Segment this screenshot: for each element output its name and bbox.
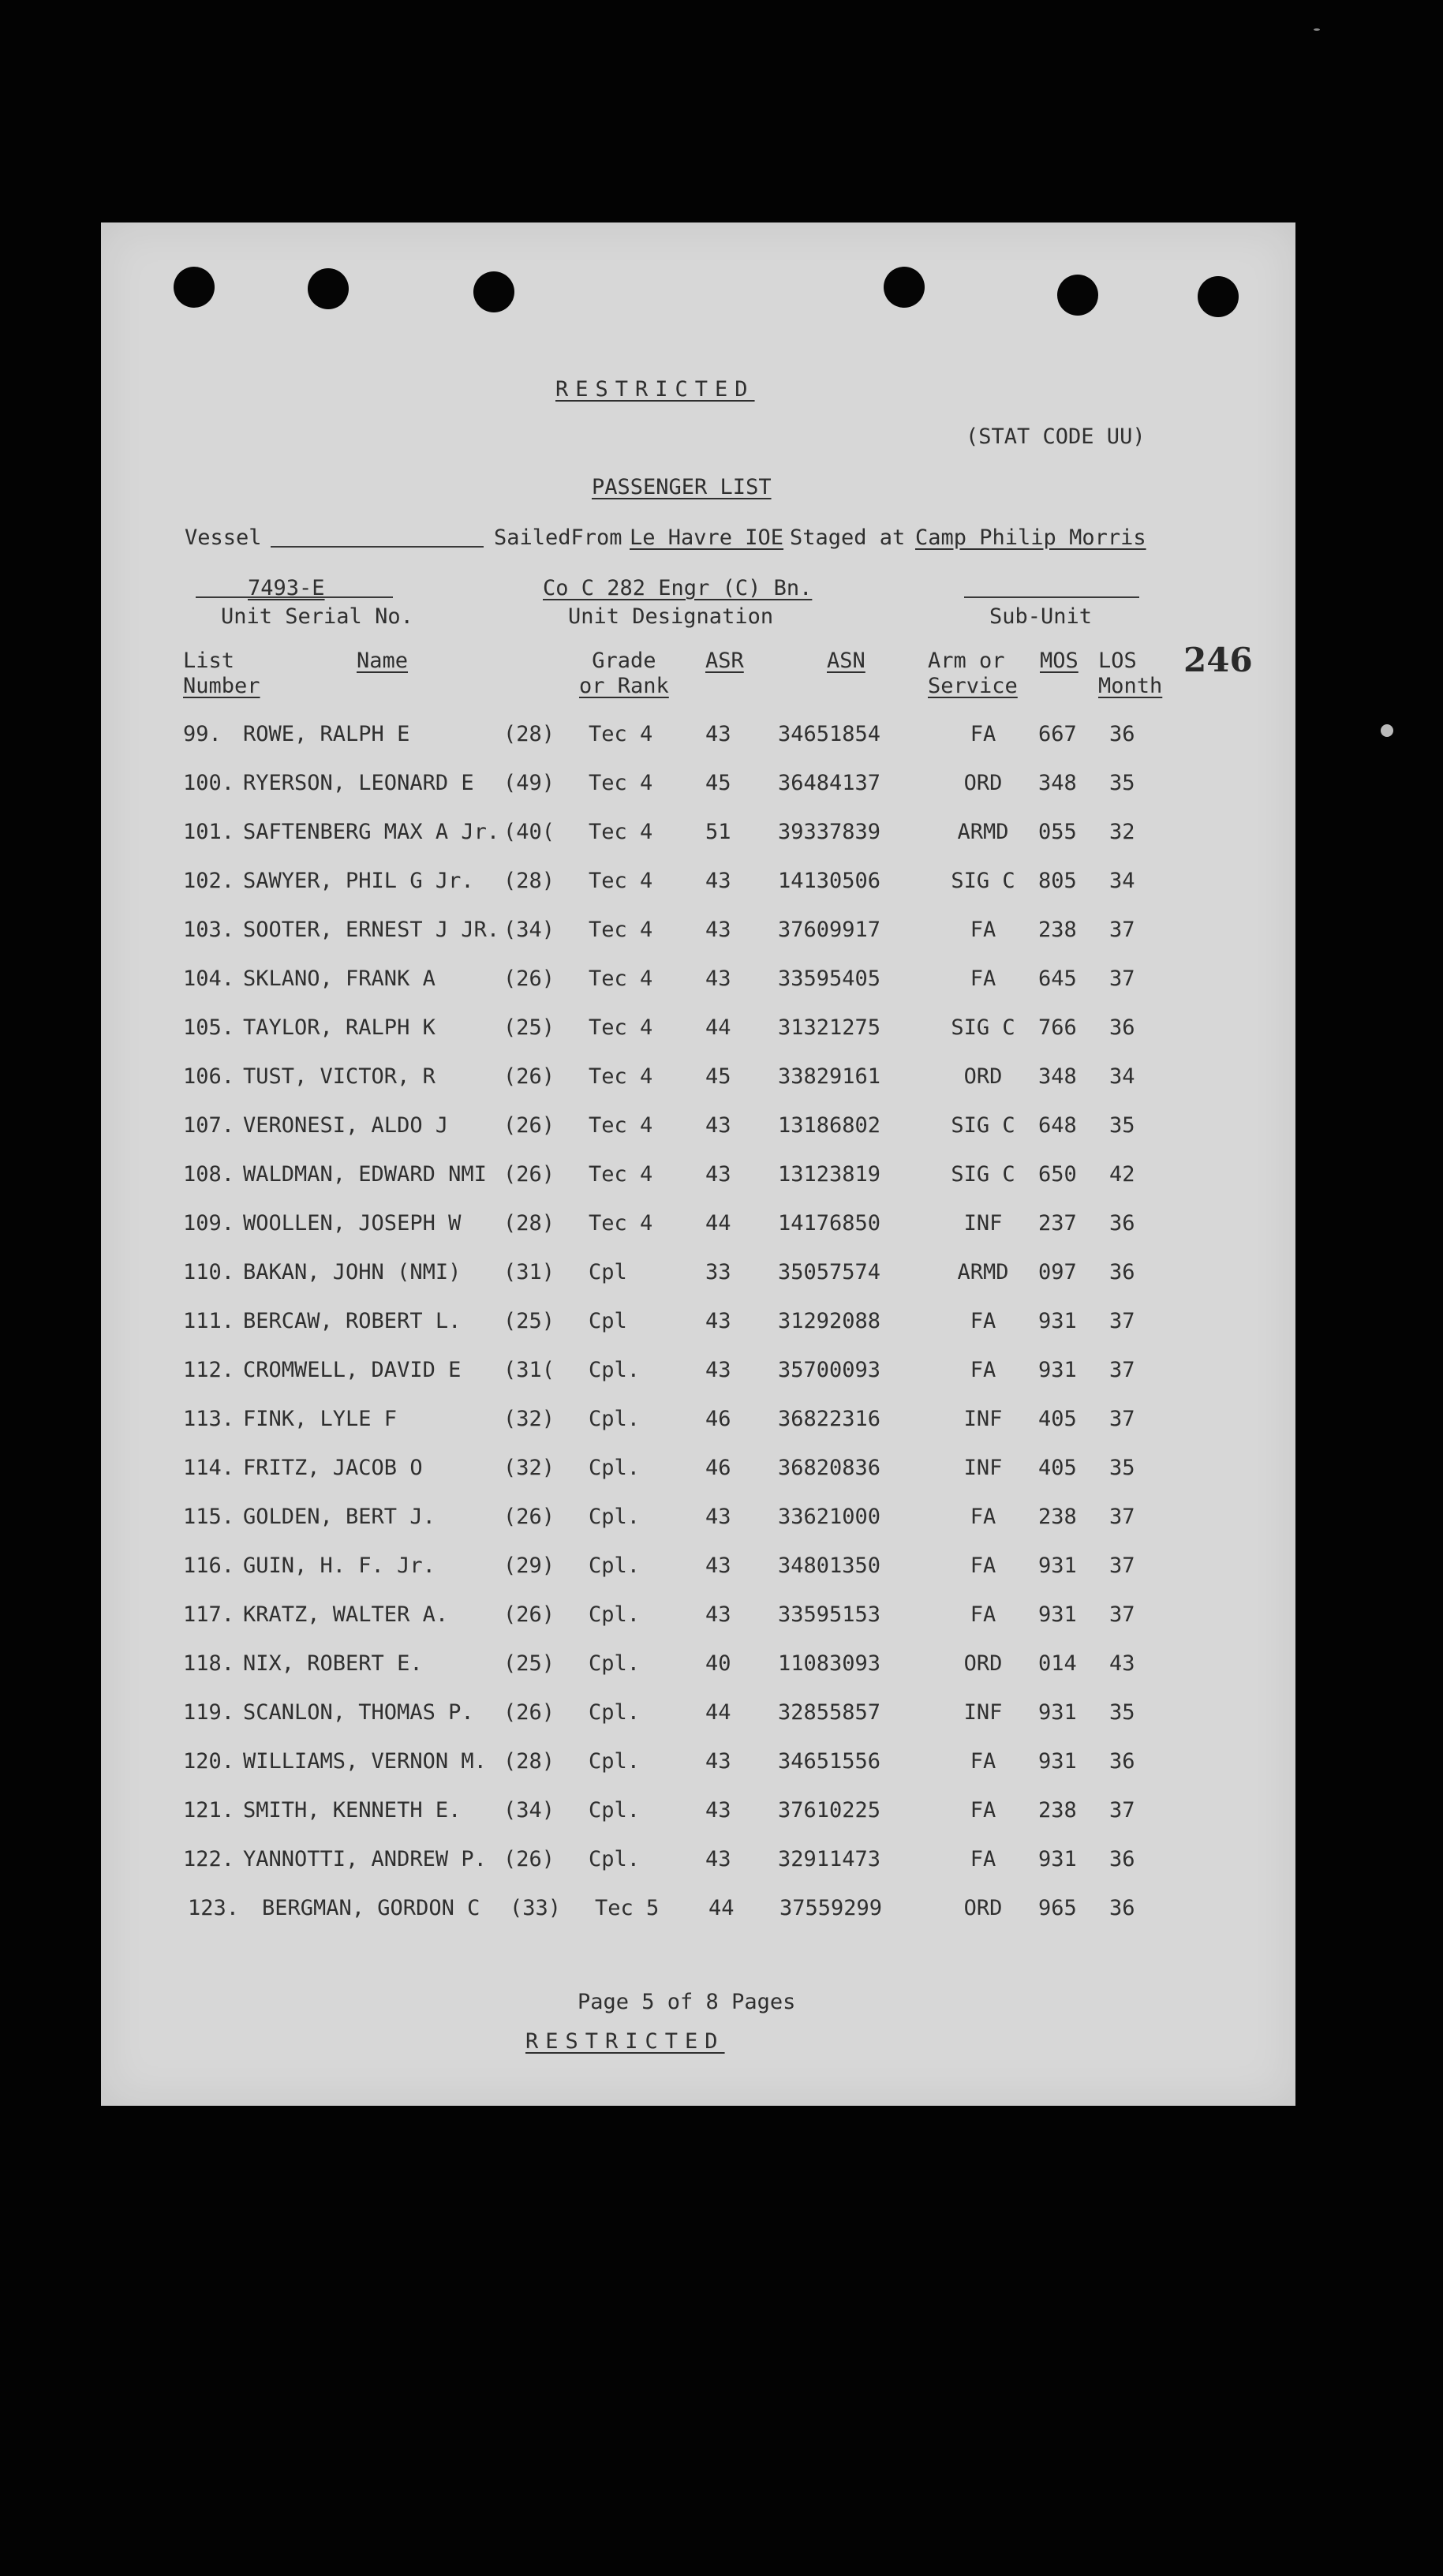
arm-service: INF — [963, 1456, 1003, 1480]
los: 36 — [1109, 1211, 1135, 1236]
arm-service: INF — [963, 1700, 1003, 1725]
mos: 405 — [1038, 1407, 1077, 1431]
asn: 36820836 — [778, 1456, 881, 1480]
list-number: 118. — [183, 1651, 235, 1676]
mos: 097 — [1038, 1260, 1077, 1284]
list-number: 107. — [183, 1113, 235, 1138]
unit-serial-no: 7493-E — [248, 576, 325, 600]
asn: 37609917 — [778, 918, 881, 942]
mos: 238 — [1038, 1505, 1077, 1529]
passenger-name: FINK, LYLE F — [243, 1407, 398, 1431]
grade: Tec 4 — [589, 722, 653, 746]
stat-code: (STAT CODE UU) — [966, 424, 1146, 449]
grade: Cpl. — [589, 1553, 641, 1578]
arm-service: FA — [970, 1505, 996, 1529]
mos: 931 — [1038, 1602, 1077, 1627]
asn: 14130506 — [778, 869, 881, 893]
asr: 43 — [705, 1749, 731, 1774]
mos: 237 — [1038, 1211, 1077, 1236]
passenger-name: ROWE, RALPH E — [243, 722, 410, 746]
asr: 51 — [705, 820, 731, 844]
asr: 44 — [708, 1896, 735, 1920]
passenger-name: VERONESI, ALDO J — [243, 1113, 449, 1138]
age: (26) — [503, 1700, 555, 1725]
asr: 43 — [705, 1847, 731, 1871]
table-row — [101, 1308, 1295, 1340]
table-row — [101, 721, 1295, 753]
grade: Cpl. — [589, 1456, 641, 1480]
vessel-label: Vessel — [185, 525, 262, 550]
speck — [1381, 724, 1393, 737]
table-row — [101, 1357, 1295, 1389]
grade: Tec 4 — [589, 1162, 653, 1187]
passenger-name: CROMWELL, DAVID E — [243, 1358, 462, 1382]
age: (29) — [503, 1553, 555, 1578]
age: (26) — [503, 1505, 555, 1529]
list-number: 121. — [183, 1798, 235, 1823]
los: 37 — [1109, 1553, 1135, 1578]
arm-service: FA — [970, 1553, 996, 1578]
table-row — [101, 1112, 1295, 1144]
asn: 33595405 — [778, 966, 881, 991]
asr: 43 — [705, 1113, 731, 1138]
asr: 43 — [705, 966, 731, 991]
grade: Cpl. — [589, 1798, 641, 1823]
list-number: 99. — [183, 722, 222, 746]
col-mos: MOS — [1040, 649, 1079, 673]
age: (31( — [503, 1358, 555, 1382]
asr: 43 — [705, 869, 731, 893]
passenger-name: BERGMAN, GORDON C — [262, 1896, 480, 1920]
list-number: 101. — [183, 820, 235, 844]
table-row — [101, 1699, 1295, 1731]
los: 36 — [1109, 1260, 1135, 1284]
los: 37 — [1109, 1602, 1135, 1627]
grade: Tec 4 — [589, 771, 653, 795]
los: 42 — [1109, 1162, 1135, 1187]
list-number: 123. — [188, 1896, 240, 1920]
arm-service: FA — [970, 722, 996, 746]
los: 37 — [1109, 918, 1135, 942]
mos: 348 — [1038, 771, 1077, 795]
punch-hole — [884, 267, 925, 308]
age: (40( — [503, 820, 555, 844]
asn: 39337839 — [778, 820, 881, 844]
los: 35 — [1109, 1700, 1135, 1725]
staged-label: Staged at — [790, 525, 906, 550]
asn: 31292088 — [778, 1309, 881, 1333]
asn: 37610225 — [778, 1798, 881, 1823]
arm-service: FA — [970, 1602, 996, 1627]
age: (26) — [503, 1847, 555, 1871]
asn: 35700093 — [778, 1358, 881, 1382]
age: (33) — [510, 1896, 562, 1920]
age: (26) — [503, 1162, 555, 1187]
asr: 46 — [705, 1456, 731, 1480]
table-row — [101, 917, 1295, 948]
asr: 43 — [705, 1553, 731, 1578]
grade: Cpl. — [589, 1847, 641, 1871]
age: (28) — [503, 1211, 555, 1236]
passenger-name: WALDMAN, EDWARD NMI — [243, 1162, 487, 1187]
passenger-name: BAKAN, JOHN (NMI) — [243, 1260, 462, 1284]
los: 35 — [1109, 1456, 1135, 1480]
age: (28) — [503, 1749, 555, 1774]
list-number: 115. — [183, 1505, 235, 1529]
los: 43 — [1109, 1651, 1135, 1676]
punch-hole — [308, 268, 349, 309]
los: 37 — [1109, 1505, 1135, 1529]
passenger-name: YANNOTTI, ANDREW P. — [243, 1847, 487, 1871]
asr: 45 — [705, 1064, 731, 1089]
table-row — [101, 819, 1295, 851]
table-row — [101, 1602, 1295, 1633]
age: (32) — [503, 1456, 555, 1480]
col-name: Name — [357, 649, 409, 673]
asr: 40 — [705, 1651, 731, 1676]
asn: 36484137 — [778, 771, 881, 795]
arm-service: INF — [963, 1407, 1003, 1431]
sub-unit-blank — [964, 596, 1139, 598]
age: (28) — [503, 722, 555, 746]
passenger-name: SMITH, KENNETH E. — [243, 1798, 462, 1823]
passenger-name: WILLIAMS, VERNON M. — [243, 1749, 487, 1774]
mos: 667 — [1038, 722, 1077, 746]
table-row — [101, 1504, 1295, 1535]
grade: Cpl. — [589, 1505, 641, 1529]
mos: 931 — [1038, 1700, 1077, 1725]
page-info: Page 5 of 8 Pages — [578, 1990, 796, 2014]
restricted-header: RESTRICTED — [555, 377, 755, 402]
punch-hole — [473, 271, 514, 312]
los: 35 — [1109, 771, 1135, 795]
table-row — [101, 966, 1295, 997]
asn: 31321275 — [778, 1015, 881, 1040]
arm-service: SIG C — [951, 1162, 1015, 1187]
unit-designation: Co C 282 Engr (C) Bn. — [543, 576, 813, 600]
los: 36 — [1109, 1896, 1135, 1920]
age: (34) — [503, 918, 555, 942]
passenger-name: NIX, ROBERT E. — [243, 1651, 423, 1676]
age: (26) — [503, 1113, 555, 1138]
mos: 055 — [1038, 820, 1077, 844]
mos: 931 — [1038, 1749, 1077, 1774]
los: 36 — [1109, 1015, 1135, 1040]
age: (49) — [503, 771, 555, 795]
los: 37 — [1109, 1309, 1135, 1333]
mos: 238 — [1038, 918, 1077, 942]
mos: 238 — [1038, 1798, 1077, 1823]
mos: 766 — [1038, 1015, 1077, 1040]
arm-service: ORD — [963, 1651, 1003, 1676]
unit-serial-label: Unit Serial No. — [221, 604, 413, 629]
col-arm-service: Arm or Service — [928, 649, 1018, 698]
list-number: 116. — [183, 1553, 235, 1578]
list-number: 109. — [183, 1211, 235, 1236]
los: 34 — [1109, 869, 1135, 893]
arm-service: FA — [970, 966, 996, 991]
list-number: 108. — [183, 1162, 235, 1187]
asn: 33595153 — [778, 1602, 881, 1627]
asn: 34651556 — [778, 1749, 881, 1774]
asr: 43 — [705, 1358, 731, 1382]
table-row — [101, 1259, 1295, 1291]
table-row — [101, 1797, 1295, 1829]
arm-service: ORD — [963, 771, 1003, 795]
asn: 35057574 — [778, 1260, 881, 1284]
sailed-label: SailedFrom — [494, 525, 622, 550]
list-number: 111. — [183, 1309, 235, 1333]
grade: Cpl — [589, 1309, 627, 1333]
table-row — [101, 1210, 1295, 1242]
col-grade: Grade or Rank — [579, 649, 669, 698]
age: (31) — [503, 1260, 555, 1284]
punch-hole — [1057, 275, 1098, 316]
arm-service: FA — [970, 1798, 996, 1823]
table-row — [101, 1846, 1295, 1878]
age: (26) — [503, 1602, 555, 1627]
asr: 33 — [705, 1260, 731, 1284]
table-row — [101, 1455, 1295, 1486]
mos: 645 — [1038, 966, 1077, 991]
asr: 44 — [705, 1700, 731, 1725]
los: 37 — [1109, 1358, 1135, 1382]
asn: 37559299 — [779, 1896, 883, 1920]
los: 37 — [1109, 1798, 1135, 1823]
passenger-name: GOLDEN, BERT J. — [243, 1505, 436, 1529]
list-number: 100. — [183, 771, 235, 795]
passenger-name: SKLANO, FRANK A — [243, 966, 436, 991]
asr: 44 — [705, 1211, 731, 1236]
document-title: PASSENGER LIST — [592, 475, 772, 499]
list-number: 120. — [183, 1749, 235, 1774]
passenger-name: KRATZ, WALTER A. — [243, 1602, 449, 1627]
arm-service: SIG C — [951, 1113, 1015, 1138]
asr: 45 — [705, 771, 731, 795]
grade: Tec 4 — [589, 966, 653, 991]
arm-service: ARMD — [957, 820, 1009, 844]
list-number: 113. — [183, 1407, 235, 1431]
mos: 931 — [1038, 1309, 1077, 1333]
asr: 44 — [705, 1015, 731, 1040]
asn: 32911473 — [778, 1847, 881, 1871]
table-row — [101, 1161, 1295, 1193]
arm-service: SIG C — [951, 1015, 1015, 1040]
col-asn: ASN — [827, 649, 865, 673]
speck — [1314, 28, 1320, 31]
arm-service: INF — [963, 1211, 1003, 1236]
asn: 13186802 — [778, 1113, 881, 1138]
grade: Cpl. — [589, 1700, 641, 1725]
asn: 33829161 — [778, 1064, 881, 1089]
age: (25) — [503, 1651, 555, 1676]
grade: Cpl. — [589, 1358, 641, 1382]
sailed-from: Le Havre IOE — [630, 525, 784, 550]
arm-service: ARMD — [957, 1260, 1009, 1284]
arm-service: SIG C — [951, 869, 1015, 893]
list-number: 114. — [183, 1456, 235, 1480]
grade: Cpl. — [589, 1651, 641, 1676]
passenger-name: SOOTER, ERNEST J JR. — [243, 918, 500, 942]
grade: Tec 4 — [589, 1064, 653, 1089]
passenger-name: GUIN, H. F. Jr. — [243, 1553, 436, 1578]
staged-at: Camp Philip Morris — [915, 525, 1146, 550]
grade: Tec 4 — [589, 869, 653, 893]
los: 37 — [1109, 966, 1135, 991]
asn: 11083093 — [778, 1651, 881, 1676]
asr: 43 — [705, 1798, 731, 1823]
table-row — [101, 1895, 1295, 1927]
grade: Tec 5 — [595, 1896, 660, 1920]
col-asr: ASR — [705, 649, 744, 673]
list-number: 104. — [183, 966, 235, 991]
age: (26) — [503, 1064, 555, 1089]
mos: 931 — [1038, 1553, 1077, 1578]
age: (28) — [503, 869, 555, 893]
asn: 36822316 — [778, 1407, 881, 1431]
asr: 46 — [705, 1407, 731, 1431]
list-number: 119. — [183, 1700, 235, 1725]
document-page — [101, 222, 1295, 2106]
vessel-blank — [271, 546, 484, 548]
los: 36 — [1109, 722, 1135, 746]
arm-service: ORD — [963, 1064, 1003, 1089]
grade: Cpl. — [589, 1602, 641, 1627]
mos: 965 — [1038, 1896, 1077, 1920]
table-row — [101, 1406, 1295, 1438]
sub-unit-label: Sub-Unit — [989, 604, 1093, 629]
asn: 33621000 — [778, 1505, 881, 1529]
list-number: 105. — [183, 1015, 235, 1040]
arm-service: FA — [970, 1309, 996, 1333]
col-los-month: LOS Month — [1098, 649, 1163, 698]
list-number: 117. — [183, 1602, 235, 1627]
age: (25) — [503, 1309, 555, 1333]
passenger-name: BERCAW, ROBERT L. — [243, 1309, 462, 1333]
restricted-footer: RESTRICTED — [525, 2029, 725, 2054]
passenger-name: SAWYER, PHIL G Jr. — [243, 869, 474, 893]
arm-service: FA — [970, 918, 996, 942]
los: 36 — [1109, 1847, 1135, 1871]
grade: Tec 4 — [589, 918, 653, 942]
punch-hole — [174, 267, 215, 308]
age: (26) — [503, 966, 555, 991]
passenger-name: SCANLON, THOMAS P. — [243, 1700, 474, 1725]
asn: 13123819 — [778, 1162, 881, 1187]
passenger-name: WOOLLEN, JOSEPH W — [243, 1211, 462, 1236]
age: (25) — [503, 1015, 555, 1040]
grade: Cpl. — [589, 1407, 641, 1431]
passenger-name: SAFTENBERG MAX A Jr. — [243, 820, 500, 844]
asr: 43 — [705, 1505, 731, 1529]
list-number: 122. — [183, 1847, 235, 1871]
unit-designation-label: Unit Designation — [568, 604, 774, 629]
list-number: 106. — [183, 1064, 235, 1089]
asn: 32855857 — [778, 1700, 881, 1725]
asn: 34801350 — [778, 1553, 881, 1578]
mos: 648 — [1038, 1113, 1077, 1138]
los: 37 — [1109, 1407, 1135, 1431]
grade: Cpl — [589, 1260, 627, 1284]
passenger-name: FRITZ, JACOB O — [243, 1456, 423, 1480]
arm-service: ORD — [963, 1896, 1003, 1920]
grade: Tec 4 — [589, 820, 653, 844]
table-row — [101, 1015, 1295, 1046]
passenger-name: TUST, VICTOR, R — [243, 1064, 436, 1089]
asr: 43 — [705, 722, 731, 746]
list-number: 103. — [183, 918, 235, 942]
punch-hole — [1198, 276, 1239, 317]
asn: 34651854 — [778, 722, 881, 746]
grade: Tec 4 — [589, 1015, 653, 1040]
mos: 348 — [1038, 1064, 1077, 1089]
mos: 805 — [1038, 869, 1077, 893]
age: (32) — [503, 1407, 555, 1431]
grade: Tec 4 — [589, 1113, 653, 1138]
asn: 14176850 — [778, 1211, 881, 1236]
table-row — [101, 868, 1295, 899]
asr: 43 — [705, 1162, 731, 1187]
mos: 405 — [1038, 1456, 1077, 1480]
table-row — [101, 1748, 1295, 1780]
list-number: 102. — [183, 869, 235, 893]
table-row — [101, 1064, 1295, 1095]
los: 34 — [1109, 1064, 1135, 1089]
col-list-number: List Number — [183, 649, 260, 698]
age: (34) — [503, 1798, 555, 1823]
page-stamp-number: 246 — [1183, 641, 1253, 679]
mos: 650 — [1038, 1162, 1077, 1187]
asr: 43 — [705, 1309, 731, 1333]
arm-service: FA — [970, 1749, 996, 1774]
los: 35 — [1109, 1113, 1135, 1138]
asr: 43 — [705, 918, 731, 942]
unit-serial-line — [196, 596, 393, 598]
los: 32 — [1109, 820, 1135, 844]
mos: 931 — [1038, 1358, 1077, 1382]
grade: Tec 4 — [589, 1211, 653, 1236]
passenger-name: TAYLOR, RALPH K — [243, 1015, 436, 1040]
table-row — [101, 1553, 1295, 1584]
table-row — [101, 1651, 1295, 1682]
arm-service: FA — [970, 1358, 996, 1382]
mos: 014 — [1038, 1651, 1077, 1676]
arm-service: FA — [970, 1847, 996, 1871]
list-number: 112. — [183, 1358, 235, 1382]
table-row — [101, 770, 1295, 802]
los: 36 — [1109, 1749, 1135, 1774]
passenger-name: RYERSON, LEONARD E — [243, 771, 474, 795]
asr: 43 — [705, 1602, 731, 1627]
grade: Cpl. — [589, 1749, 641, 1774]
list-number: 110. — [183, 1260, 235, 1284]
mos: 931 — [1038, 1847, 1077, 1871]
